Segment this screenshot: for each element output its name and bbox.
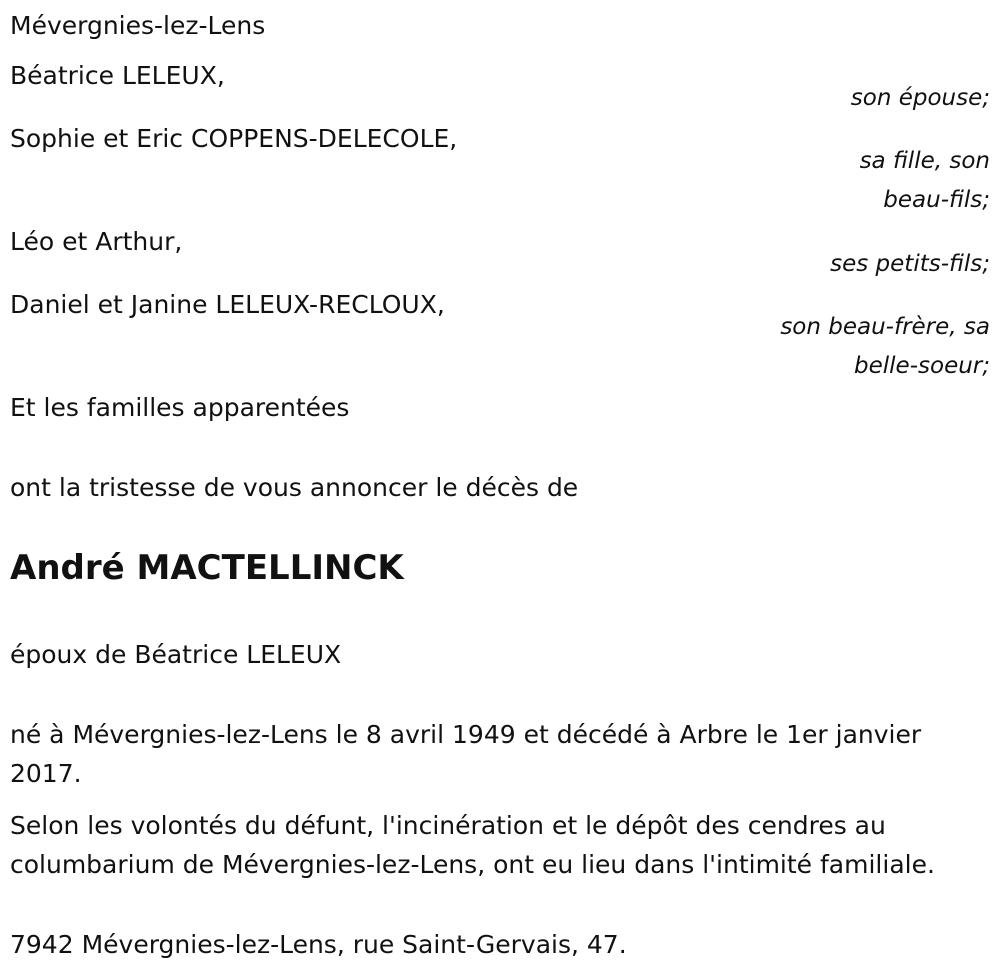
family-member-role <box>851 79 990 118</box>
spouse-line: époux de Béatrice LELEUX <box>10 640 342 669</box>
role-line: ses petits-fils; <box>830 251 990 277</box>
family-member-name: Léo et Arthur, <box>10 227 183 256</box>
role-line: son beau-frère, sa <box>780 314 990 340</box>
family-member-name: Béatrice LELEUX, <box>10 61 225 90</box>
family-member-name: Sophie et Eric COPPENS-DELECOLE, <box>10 124 458 153</box>
birth-death-info: né à Mévergnies-lez-Lens le 8 avril 1949 et décédé à Arbre le 1er janvier 2017. <box>10 720 922 788</box>
family-member-role <box>860 142 990 220</box>
deceased-name: André MACTELLINCK <box>10 548 404 588</box>
announcement-text: ont la tristesse de vous annoncer le décès de <box>10 473 579 502</box>
family-member-role <box>780 308 990 386</box>
family-member-role <box>830 245 990 284</box>
role-line: son épouse; <box>850 85 990 111</box>
role-line: sa fille, son <box>859 148 990 174</box>
location-header: Mévergnies-lez-Lens <box>10 11 266 40</box>
role-line: beau-fils; <box>883 187 990 213</box>
related-families: Et les familles apparentées <box>10 393 350 422</box>
address-line: 7942 Mévergnies-lez-Lens, rue Saint-Gervais, 47. <box>10 930 627 959</box>
family-member-name: Daniel et Janine LELEUX-RECLOUX, <box>10 290 445 319</box>
ceremony-info: Selon les volontés du défunt, l'incinération et le dépôt des cendres au columbarium de Mévergnies-lez-Lens, ont eu lieu dans l'intimité familiale. <box>10 811 935 879</box>
role-line: belle-soeur; <box>854 353 990 379</box>
